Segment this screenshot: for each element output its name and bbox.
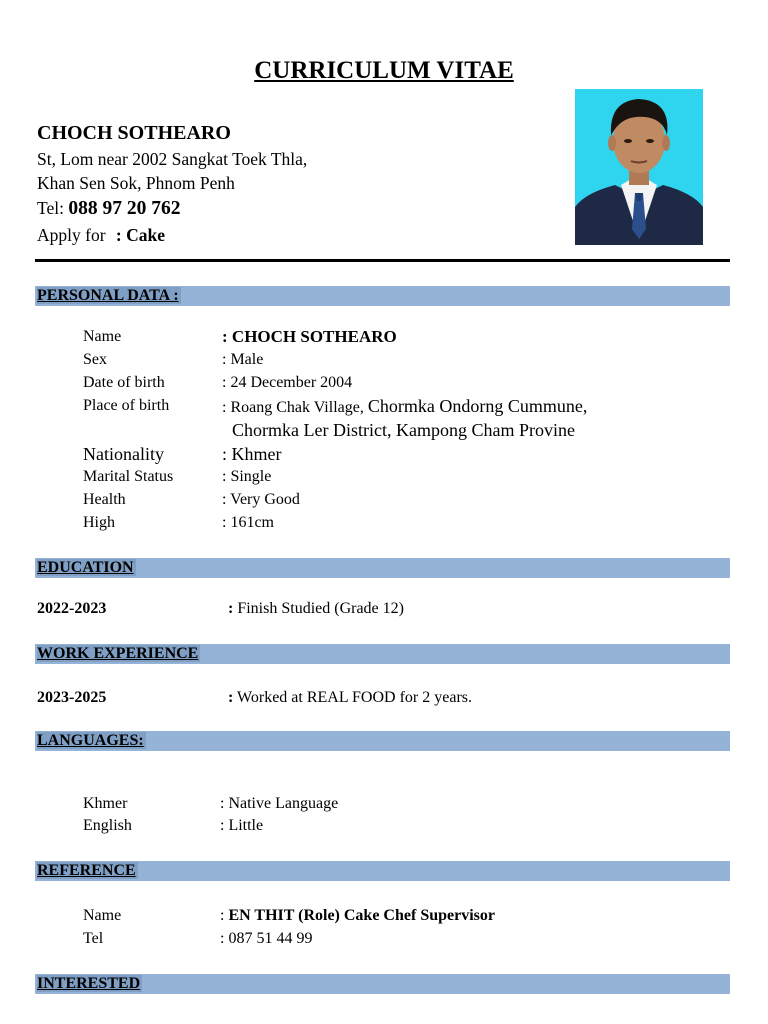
work-detail-line [228, 688, 472, 708]
work-detail: Worked at REAL FOOD for 2 years. [237, 689, 472, 706]
portrait-photo-icon [575, 89, 703, 245]
section-heading-personal: PERSONAL DATA : [37, 287, 179, 304]
education-years: 2022-2023 [37, 600, 107, 617]
personal-pob-value [222, 396, 587, 418]
section-heading-interested: INTERESTED [37, 975, 141, 992]
apply-for-label: Apply for [37, 225, 106, 245]
education-detail-line [228, 599, 404, 619]
candidate-name: CHOCH SOTHEARO [37, 122, 231, 144]
phone-line [37, 198, 180, 220]
education-colon: : [228, 600, 234, 617]
personal-height-label: High [83, 514, 115, 531]
personal-pob-continued: Chormka Ler District, Kampong Cham Provine [232, 420, 575, 440]
personal-pob-label: Place of birth [83, 397, 170, 414]
apply-for-value: : Cake [115, 225, 165, 245]
section-heading-reference: REFERENCE [37, 862, 136, 879]
portrait-photo [575, 89, 703, 245]
phone-number: 088 97 20 762 [68, 198, 181, 219]
section-heading-work: WORK EXPERIENCE [37, 645, 199, 662]
personal-nationality-label: Nationality [83, 444, 164, 464]
reference-name-value: EN THIT (Role) Cake Chef Supervisor [228, 907, 495, 924]
reference-tel-label: Tel [83, 930, 104, 947]
reference-name-line [220, 906, 495, 926]
section-heading-education: EDUCATION [37, 559, 134, 576]
personal-sex-label: Sex [83, 351, 107, 368]
reference-tel-value: : 087 51 44 99 [220, 930, 313, 947]
personal-height-value: : 161cm [222, 514, 274, 531]
phone-label: Tel: [37, 198, 64, 218]
section-band-work [35, 644, 730, 664]
section-band-personal [35, 286, 730, 306]
address-line-1: St, Lom near 2002 Sangkat Toek Thla, [37, 149, 308, 169]
section-band-languages [35, 731, 730, 751]
section-heading-languages: LANGUAGES: [37, 732, 144, 749]
personal-pob-value-part2: Chormka Ondorng Cummune, [367, 396, 588, 416]
personal-name-label: Name [83, 328, 122, 345]
personal-sex-value: : Male [222, 351, 264, 368]
personal-marital-value: : Single [222, 468, 272, 485]
personal-nationality-value: : Khmer [222, 444, 282, 464]
personal-dob-value: : 24 December 2004 [222, 374, 353, 391]
section-band-education [35, 558, 730, 578]
personal-dob-label: Date of birth [83, 374, 165, 391]
language-english-label: English [83, 817, 132, 834]
language-english-value: : Little [220, 817, 264, 834]
reference-name-colon: : [220, 907, 225, 924]
language-khmer-value: : Native Language [220, 795, 339, 812]
header-divider [35, 259, 730, 262]
work-colon: : [228, 689, 234, 706]
language-khmer-label: Khmer [83, 795, 128, 812]
personal-health-label: Health [83, 491, 126, 508]
section-band-interested [35, 974, 730, 994]
education-detail: Finish Studied (Grade 12) [237, 600, 404, 617]
personal-name-value: : CHOCH SOTHEARO [222, 327, 397, 346]
apply-for-line [37, 225, 165, 246]
reference-name-label: Name [83, 907, 122, 924]
section-band-reference [35, 861, 730, 881]
document-title: CURRICULUM VITAE [254, 57, 514, 84]
personal-marital-label: Marital Status [83, 468, 174, 485]
personal-health-value: : Very Good [222, 491, 300, 508]
address-line-2: Khan Sen Sok, Phnom Penh [37, 173, 235, 193]
work-years: 2023-2025 [37, 689, 107, 706]
personal-pob-value-part1: : Roang Chak Village, [222, 399, 364, 416]
